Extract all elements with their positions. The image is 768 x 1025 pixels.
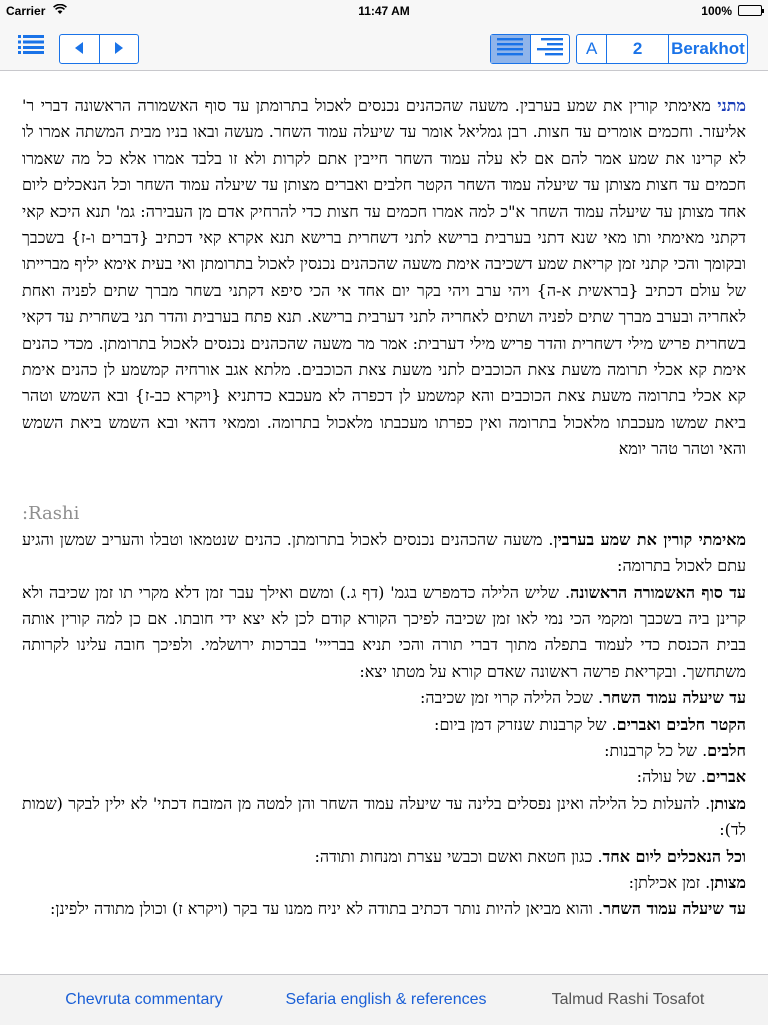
rashi-entry-head: חלבים — [707, 740, 746, 760]
rashi-heading: :Rashi — [22, 502, 80, 524]
rashi-entry-text: . והוא מביאן להיות נותר דכתיב בתודה לא יניח ממנו עד בקר (ויקרא ז) וכולן מתודה ילפינן: — [49, 899, 604, 919]
page-navigation — [59, 34, 139, 64]
rashi-commentary — [22, 527, 746, 923]
rashi-entry-head: הקטר חלבים ואברים — [616, 714, 746, 734]
rashi-entry-head: מאימתי קורין את שמע בערבין — [553, 529, 746, 549]
rashi-entry-text: . כגון חטאת ואשם וכבשי עצרת ומנחות ותודה: — [314, 846, 603, 866]
mishnah-text: מאימתי קורין את שמע בערבין. משעה שהכהנים נכנסים לאכול בתרומתן עד סוף האשמורה הראשונה דברי ר' אליעזר. וחכמים אומרים עד חצות. רבן גמליאל אומר עד שיעלה עמוד השחר. מעשה ובאו בניו מבית המשתה אמרו לו לא קרינו את שמע אמר להם אם לא עלה עמוד השחר חייבין אתם לקרות ולא זו בלבד אמרו אלא כל מה שאמרו חכמים עד חצות מצותן עד שיעלה עמוד השחר הקטר חלבים ואברים מצותן עד שיעלה עמוד השחר וכל הנאכלים ליום אחד מצותן עד שיעלה עמוד השחר א"כ למה אמרו חכמים עד חצות כדי להרחיק אדם מן העבירה: גמ' תנא היכא קאי דקתני מאימתי ותו מאי שנא דתני בערבית ברישא לתני דשחרית ברישא תנא אקרא קאי דכתיב {דברים ו-ז} בשכבך ובקומך והכי קתני זמן קריאת שמע דשכיבה אימת משעה שהכהנים נכנסין לאכול בתרומתן ואי בעית אימא יליף מברייתו של עולם דכתיב {בראשית א-ה} ויהי ערב ויהי בקר יום אחד אי הכי סיפא דקתני בשחר מברך שתים לפניה ואחת לאחריה ובערב מברך שתים לפניה ושתים לאחריה לתני דערבית ברישא. תנא פתח בערבית והדר תני בשחרית עד דקאי בשחרית פריש מילי דשחרית והדר פריש מילי דערבית: אמר מר משעה שהכהנים נכנסים לאכול בתרומתן. מכדי כהנים אימת קא אכלי תרומה משעת צאת הכוכבים לתני משעת צאת הכוכבים. מלתא אגב אורחיה קמשמע לן כהנים אימת קא אכלי בתרומה משעת צאת הכוכבים והא קמשמע לן דכפרה לא מעכבא כדתניא {ויקרא כב-ז} ובא השמש וטהר ביאת שמשו מעכבתו מלאכול בתרומה ואין כפרתו מעכבתו מלאכול בתרומה. וממאי דהאי ובא השמש ביאת השמש והאי וטהר טהר יומא — [22, 96, 746, 459]
font-size-button[interactable]: A — [585, 39, 598, 58]
rashi-entry-head: אברים — [705, 767, 746, 787]
rashi-entry-head: מצותן — [710, 793, 746, 813]
book-selector-button[interactable]: Berakhot — [668, 35, 747, 63]
rashi-entry-head: מצותן — [710, 872, 746, 892]
text-controls — [576, 34, 748, 64]
carrier-label: Carrier — [6, 4, 46, 18]
clock: 11:47 AM — [358, 4, 410, 18]
list-icon — [18, 34, 44, 59]
next-page-button[interactable] — [99, 35, 139, 63]
battery-percent: 100% — [701, 4, 732, 18]
triangle-right-icon — [114, 39, 123, 59]
previous-page-button[interactable] — [60, 35, 99, 63]
rashi-entry — [22, 738, 746, 764]
rashi-entry — [22, 580, 746, 686]
rashi-entry — [22, 527, 746, 580]
text-content[interactable] — [22, 71, 746, 973]
rashi-entry — [22, 764, 746, 790]
rashi-entry — [22, 791, 746, 844]
page-number-button[interactable]: 2 — [606, 35, 668, 63]
rashi-entry-text: . להעלות כל הלילה ואינן נפסלים בלינה עד שיעלה עמוד השחר והן למטה מן המזבח דכתי' לא ילין לבקר (שמות לד): — [22, 793, 746, 840]
rashi-entry-head: עד שיעלה עמוד השחר — [603, 688, 746, 708]
rashi-entry-text: . זמן אכילתן: — [628, 872, 711, 892]
rashi-entry-text: . משעה שהכהנים נכנסים לאכול בתרומתן. כהנים שנטמאו וטבלו והעריב שמשן והגיע עתם לאכול בתרומה: — [22, 529, 746, 576]
justify-icon — [497, 37, 523, 62]
rashi-entry-text: . שליש הלילה כדמפרש בגמ' (דף ג.) ומשם ואילך עבר זמן דלא מקרי תו זמן שכיבה ולא קרינן ביה בשכבך ומקמי הכי נמי לאו זמן שכיבה לפיכך הקורא קודם לכן לא יצא ידי חובתו. אם כן למה קורין אותה בבית הכנסת כדי לעמוד בתפלה מתוך דברי תורה והכי תניא בברייי' בברכות ירושלמי. ולפיכך חובה עלינו לקרותה משתחשך. ובקריאת פרשה ראשונה שאדם קורא על מטתו יצא: — [22, 582, 746, 681]
rashi-entry-text: . של כל קרבנות: — [604, 740, 708, 760]
battery-icon — [738, 5, 762, 16]
tab-chevruta-commentary[interactable]: Chevruta commentary — [65, 991, 223, 1008]
rashi-entry-text: . של קרבנות שנזרק דמן ביום: — [434, 714, 617, 734]
rashi-entry — [22, 896, 746, 922]
bottom-tab-bar — [0, 974, 768, 1025]
status-bar — [0, 0, 768, 22]
mishnah-paragraph — [22, 93, 746, 463]
rashi-entry — [22, 870, 746, 896]
right-align-button[interactable] — [530, 35, 570, 63]
rashi-entry — [22, 712, 746, 738]
rashi-entry — [22, 844, 746, 870]
tab-talmud-rashi-tosafot[interactable]: Talmud Rashi Tosafot — [551, 991, 705, 1008]
rashi-entry-head: עד סוף האשמורה הראשונה — [570, 582, 746, 602]
nav-bar — [0, 22, 768, 71]
rashi-entry-text: . שכל הלילה קרוי זמן שכיבה: — [419, 688, 604, 708]
rashi-entry — [22, 685, 746, 711]
justify-align-button[interactable] — [491, 35, 530, 63]
align-right-icon — [537, 37, 563, 62]
mishnah-marker: מתני — [717, 96, 746, 115]
rashi-entry-head: עד שיעלה עמוד השחר — [603, 899, 746, 919]
alignment-toggle — [490, 34, 570, 64]
triangle-left-icon — [75, 39, 84, 59]
rashi-entry-head: וכל הנאכלים ליום אחד — [602, 846, 746, 866]
tab-sefaria-english[interactable]: Sefaria english & references — [285, 991, 487, 1008]
table-of-contents-button[interactable] — [16, 34, 46, 58]
rashi-entry-text: . של עולה: — [636, 767, 706, 787]
